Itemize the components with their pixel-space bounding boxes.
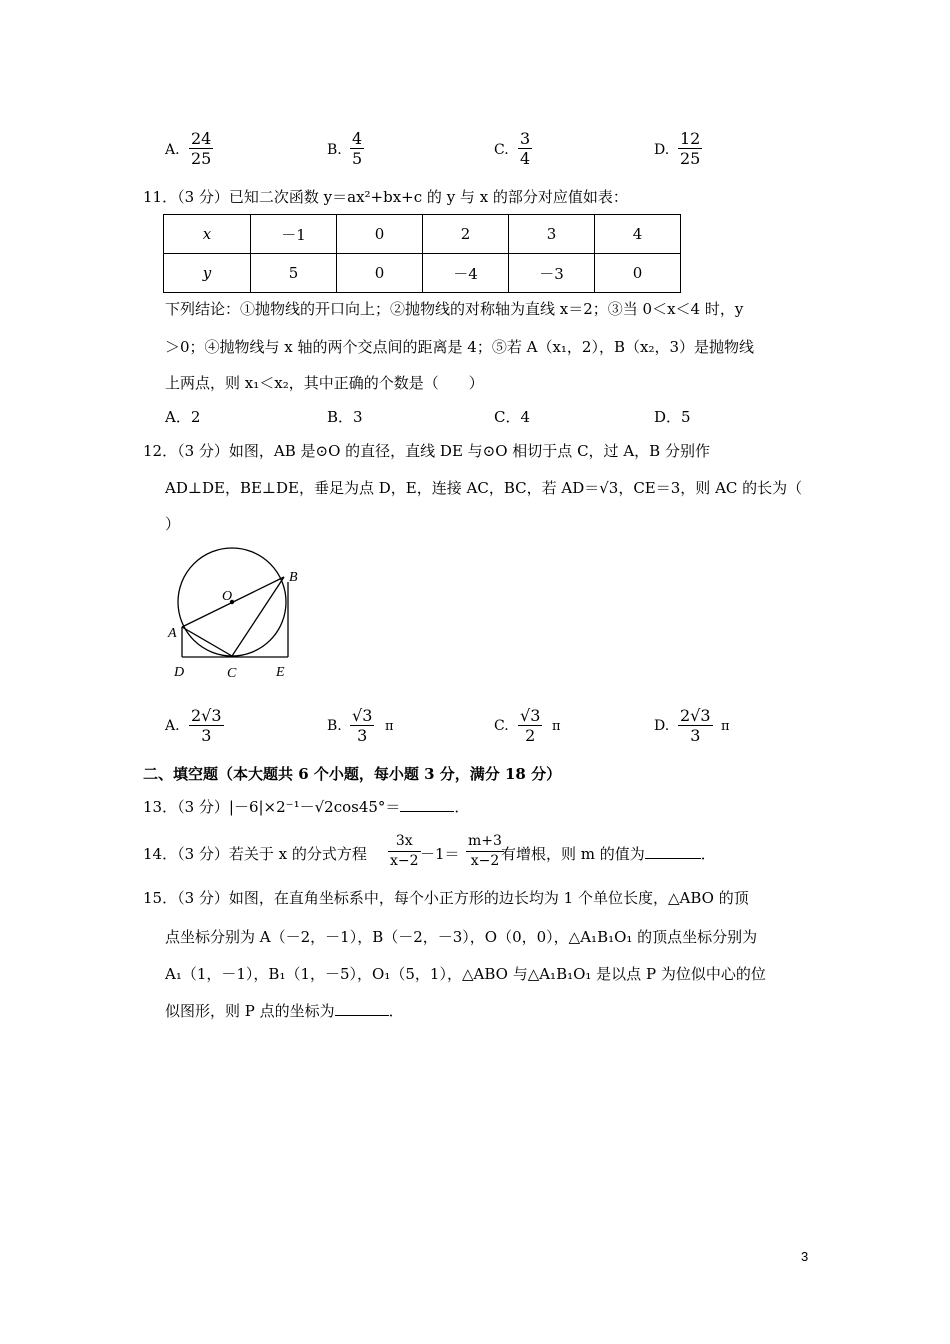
q14-post: 有增根，则 m 的值为 ． xyxy=(501,845,716,863)
table-cell: －4 xyxy=(423,254,509,293)
answer-blank xyxy=(335,1001,389,1016)
q12-stem-line1: 12．（3 分）如图，AB 是⊙O 的直径，直线 DE 与⊙O 相切于点 C，过 A，B 分别作 xyxy=(143,442,710,460)
table-cell: 2 xyxy=(423,215,509,254)
fraction: $\frac{3x}{x-2}$ xyxy=(390,833,419,869)
q12-stem-line2: AD⊥DE，BE⊥DE，垂足为点 D，E，连接 AC，BC，若 AD＝√3，CE＝3，则 AC 的长为（ xyxy=(165,479,803,497)
label-e: E xyxy=(276,665,285,680)
table-cell: 5 xyxy=(251,254,337,293)
table-cell: 4 xyxy=(595,215,681,254)
fraction: $\frac{4}{5}$ xyxy=(352,129,363,168)
q11-conclusions-line1: 下列结论：①抛物线的开口向上；②抛物线的对称轴为直线 x＝2；③当 0＜x＜4 时，y xyxy=(165,300,744,318)
table-header: y xyxy=(164,254,251,293)
q11-option-a: A．2 xyxy=(165,408,201,426)
option-label: C. xyxy=(494,142,509,158)
q11-conclusions-line3: 上两点，则 x₁＜x₂，其中正确的个数是（ ） xyxy=(165,374,484,392)
q13-text: 13．（3 分）|－6|×2⁻¹－√2cos45°＝ xyxy=(143,798,401,816)
segment-ac xyxy=(182,627,232,656)
q11-option-c: C．4 xyxy=(494,408,531,426)
q13: 13．（3 分）|－6|×2⁻¹－√2cos45°＝ ． xyxy=(143,798,470,816)
table-row xyxy=(164,215,681,254)
fraction: $\frac{12}{25}$ xyxy=(680,129,701,168)
fraction: $\frac{2√3}{3}$ xyxy=(191,706,222,745)
q11-stem: 11．（3 分）已知二次函数 y＝ax²+bx+c 的 y 与 x 的部分对应值如表： xyxy=(143,188,628,206)
section-title: 二、填空题（本大题共 6 个小题，每小题 3 分，满分 18 分） xyxy=(143,765,562,783)
answer-blank xyxy=(400,797,454,812)
answer-blank xyxy=(645,844,701,859)
fraction: $\frac{m+3}{x-2}$ xyxy=(468,833,502,869)
q14-mid: －1＝ xyxy=(420,845,460,863)
fraction: $\frac{24}{25}$ xyxy=(191,129,212,168)
q15-line1: 15．（3 分）如图，在直角坐标系中，每个小正方形的边长均为 1 个单位长度，△ABO 的顶 xyxy=(143,889,749,907)
q11-value-table xyxy=(163,214,681,293)
table-cell: －1 xyxy=(251,215,337,254)
circle-tangent-figure xyxy=(160,540,320,685)
q15-line3: A₁（1，－1），B₁（1，－5），O₁（5，1），△ABO 与△A₁B₁O₁ 是以点 P 为位似中心的位 xyxy=(165,965,766,983)
fraction: $\frac{√3}{3}$ xyxy=(352,706,373,745)
segment-bc xyxy=(232,577,284,656)
table-row xyxy=(164,254,681,293)
q15-line4: 似图形，则 P 点的坐标为 ． xyxy=(165,1002,404,1020)
label-d: D xyxy=(174,665,185,680)
option-label: B. xyxy=(327,142,342,158)
label-b: B xyxy=(289,570,298,585)
table-header: x xyxy=(164,215,251,254)
fraction: $\frac{2√3}{3}$ xyxy=(680,706,711,745)
fraction: $\frac{3}{4}$ xyxy=(520,129,531,168)
option-label: A. xyxy=(165,142,180,158)
table-cell: 0 xyxy=(337,254,423,293)
label-a: A xyxy=(168,626,177,641)
q11-option-d: D．5 xyxy=(654,408,691,426)
q12-stem-line3: ） xyxy=(165,515,181,533)
option-label: D. xyxy=(654,142,670,158)
table-cell: 0 xyxy=(337,215,423,254)
table-cell: －3 xyxy=(509,254,595,293)
q15-line2: 点坐标分别为 A（－2，－1），B（－2，－3），O（0，0），△A₁B₁O₁ 的顶点坐标分别为 xyxy=(165,928,758,946)
q14-pre: 14．（3 分）若关于 x 的分式方程 xyxy=(143,845,367,863)
q11-conclusions-line2: ＞0；④抛物线与 x 轴的两个交点间的距离是 4；⑤若 A（x₁，2），B（x₂，3）是抛物线 xyxy=(165,338,755,356)
label-o: O xyxy=(222,589,233,604)
fraction: $\frac{√3}{2}$ xyxy=(520,706,541,745)
q11-option-b: B．3 xyxy=(327,408,363,426)
table-cell: 3 xyxy=(509,215,595,254)
label-c: C xyxy=(227,666,237,681)
table-cell: 0 xyxy=(595,254,681,293)
page-number: 3 xyxy=(801,1249,809,1264)
